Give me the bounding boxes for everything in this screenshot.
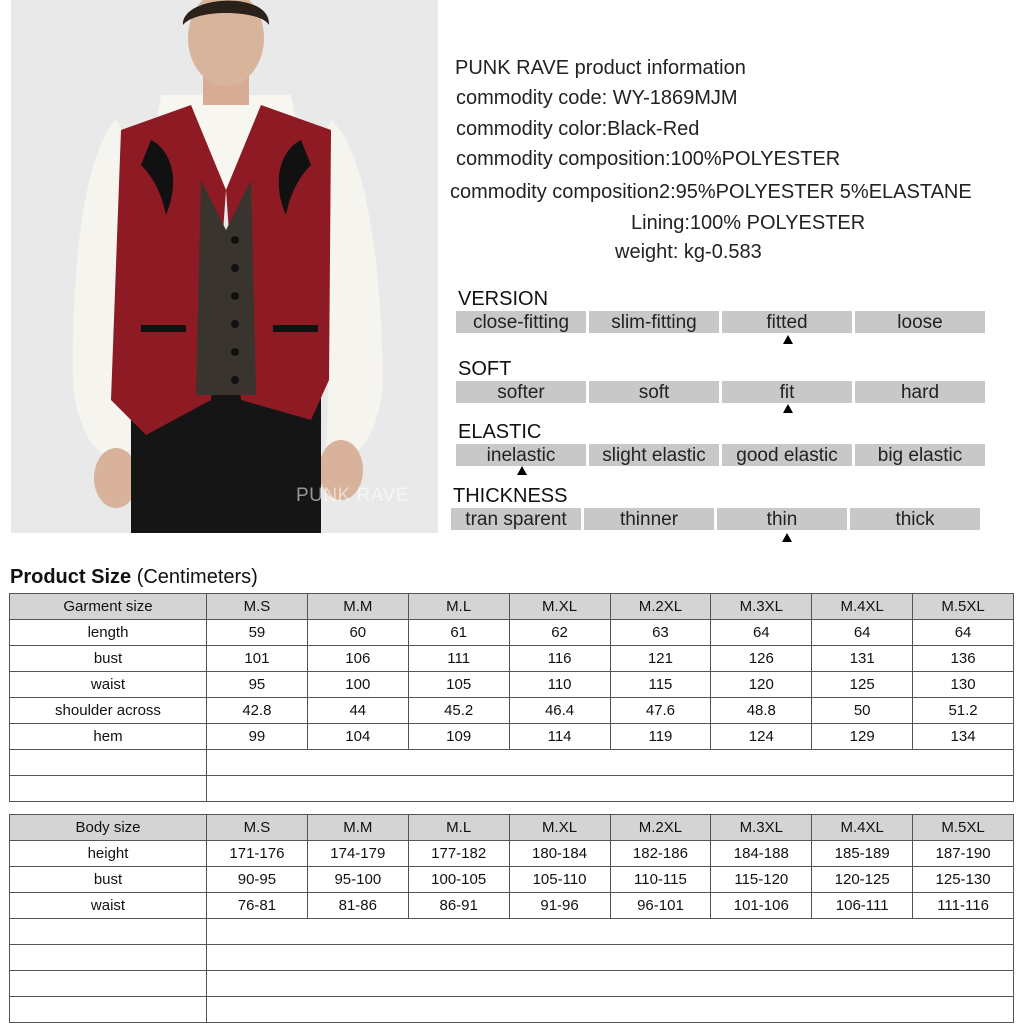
scale-version bbox=[456, 311, 986, 335]
empty-row bbox=[10, 919, 1014, 945]
table-row bbox=[10, 672, 1014, 698]
scale-version-option: slim-fitting bbox=[589, 311, 719, 333]
scale-soft-option: fit bbox=[722, 381, 852, 403]
table-cell: 99 bbox=[207, 724, 308, 750]
row-label: bust bbox=[10, 646, 207, 672]
info-commodity-color: commodity color:Black-Red bbox=[456, 118, 700, 140]
empty-cell bbox=[10, 971, 207, 997]
table-cell: 125 bbox=[812, 672, 913, 698]
empty-row bbox=[10, 750, 1014, 776]
table-cell: 90-95 bbox=[207, 867, 308, 893]
body-size-table bbox=[9, 814, 1014, 1023]
scale-soft bbox=[456, 381, 986, 405]
table-cell: 136 bbox=[913, 646, 1014, 672]
table-row bbox=[10, 724, 1014, 750]
table-cell: 96-101 bbox=[610, 893, 711, 919]
header-cell: M.M bbox=[307, 594, 408, 620]
table-cell: 46.4 bbox=[509, 698, 610, 724]
table-cell: 111 bbox=[408, 646, 509, 672]
table-cell: 104 bbox=[307, 724, 408, 750]
scale-elastic-option: good elastic bbox=[722, 444, 852, 466]
empty-cell bbox=[207, 919, 1014, 945]
scale-elastic-option: slight elastic bbox=[589, 444, 719, 466]
product-photo bbox=[11, 0, 438, 533]
scale-version-option: close-fitting bbox=[456, 311, 586, 333]
table-cell: 125-130 bbox=[913, 867, 1014, 893]
scale-thickness-marker-icon bbox=[782, 533, 792, 542]
empty-cell bbox=[10, 776, 207, 802]
scale-thickness-option: tran sparent bbox=[451, 508, 581, 530]
table-cell: 45.2 bbox=[408, 698, 509, 724]
row-label: shoulder across bbox=[10, 698, 207, 724]
table-cell: 110 bbox=[509, 672, 610, 698]
table-cell: 101-106 bbox=[711, 893, 812, 919]
table-cell: 44 bbox=[307, 698, 408, 724]
table-cell: 185-189 bbox=[812, 841, 913, 867]
empty-cell bbox=[10, 919, 207, 945]
table-cell: 100 bbox=[307, 672, 408, 698]
row-label: waist bbox=[10, 672, 207, 698]
header-cell: M.S bbox=[207, 594, 308, 620]
garment-size-table bbox=[9, 593, 1014, 802]
table-cell: 187-190 bbox=[913, 841, 1014, 867]
table-cell: 59 bbox=[207, 620, 308, 646]
table-row bbox=[10, 698, 1014, 724]
table-cell: 61 bbox=[408, 620, 509, 646]
size-table-unit: (Centimeters) bbox=[136, 566, 258, 588]
empty-cell bbox=[10, 997, 207, 1023]
table-cell: 109 bbox=[408, 724, 509, 750]
table-cell: 47.6 bbox=[610, 698, 711, 724]
scale-version-option: fitted bbox=[722, 311, 852, 333]
table-cell: 95 bbox=[207, 672, 308, 698]
table-cell: 95-100 bbox=[307, 867, 408, 893]
info-heading: PUNK RAVE product information bbox=[455, 57, 746, 79]
scale-thickness-option: thinner bbox=[584, 508, 714, 530]
empty-cell bbox=[207, 750, 1014, 776]
table-cell: 76-81 bbox=[207, 893, 308, 919]
table-cell: 134 bbox=[913, 724, 1014, 750]
header-cell: M.5XL bbox=[913, 594, 1014, 620]
info-lining: Lining:100% POLYESTER bbox=[631, 212, 866, 234]
table-cell: 130 bbox=[913, 672, 1014, 698]
info-commodity-code: commodity code: WY-1869MJM bbox=[456, 87, 738, 109]
table-cell: 63 bbox=[610, 620, 711, 646]
table-cell: 180-184 bbox=[509, 841, 610, 867]
scale-version-marker-icon bbox=[783, 335, 793, 344]
size-table-title: Product Size bbox=[10, 566, 132, 588]
table-cell: 64 bbox=[812, 620, 913, 646]
empty-cell bbox=[207, 776, 1014, 802]
scale-elastic-option: big elastic bbox=[855, 444, 985, 466]
header-cell: M.L bbox=[408, 815, 509, 841]
header-cell: M.S bbox=[207, 815, 308, 841]
header-cell: Garment size bbox=[10, 594, 207, 620]
header-cell: M.L bbox=[408, 594, 509, 620]
table-cell: 62 bbox=[509, 620, 610, 646]
table-header-row bbox=[10, 815, 1014, 841]
table-cell: 105-110 bbox=[509, 867, 610, 893]
scale-title-elastic: ELASTIC bbox=[458, 421, 542, 443]
header-cell: M.3XL bbox=[711, 594, 812, 620]
table-cell: 111-116 bbox=[913, 893, 1014, 919]
table-cell: 174-179 bbox=[307, 841, 408, 867]
table-cell: 101 bbox=[207, 646, 308, 672]
row-label: bust bbox=[10, 867, 207, 893]
row-label: hem bbox=[10, 724, 207, 750]
table-cell: 105 bbox=[408, 672, 509, 698]
scale-elastic-marker-icon bbox=[517, 466, 527, 475]
scale-elastic-option: inelastic bbox=[456, 444, 586, 466]
row-label: length bbox=[10, 620, 207, 646]
table-cell: 120-125 bbox=[812, 867, 913, 893]
scale-soft-option: hard bbox=[855, 381, 985, 403]
table-cell: 64 bbox=[711, 620, 812, 646]
header-cell: Body size bbox=[10, 815, 207, 841]
table-cell: 115 bbox=[610, 672, 711, 698]
info-weight: weight: kg-0.583 bbox=[615, 241, 762, 263]
scale-soft-marker-icon bbox=[783, 404, 793, 413]
table-cell: 116 bbox=[509, 646, 610, 672]
header-cell: M.M bbox=[307, 815, 408, 841]
table-cell: 115-120 bbox=[711, 867, 812, 893]
scale-title-soft: SOFT bbox=[458, 358, 512, 380]
header-cell: M.2XL bbox=[610, 594, 711, 620]
table-cell: 129 bbox=[812, 724, 913, 750]
header-cell: M.4XL bbox=[812, 815, 913, 841]
table-cell: 51.2 bbox=[913, 698, 1014, 724]
empty-cell bbox=[207, 997, 1014, 1023]
table-cell: 110-115 bbox=[610, 867, 711, 893]
table-row bbox=[10, 620, 1014, 646]
scale-soft-option: soft bbox=[589, 381, 719, 403]
scale-thickness bbox=[451, 508, 981, 532]
scale-thickness-option: thick bbox=[850, 508, 980, 530]
empty-row bbox=[10, 997, 1014, 1023]
header-cell: M.4XL bbox=[812, 594, 913, 620]
table-cell: 91-96 bbox=[509, 893, 610, 919]
table-cell: 48.8 bbox=[711, 698, 812, 724]
scale-version-option: loose bbox=[855, 311, 985, 333]
table-cell: 106 bbox=[307, 646, 408, 672]
table-cell: 60 bbox=[307, 620, 408, 646]
empty-cell bbox=[10, 945, 207, 971]
empty-row bbox=[10, 776, 1014, 802]
table-cell: 131 bbox=[812, 646, 913, 672]
empty-cell bbox=[207, 945, 1014, 971]
table-cell: 42.8 bbox=[207, 698, 308, 724]
table-cell: 182-186 bbox=[610, 841, 711, 867]
table-cell: 86-91 bbox=[408, 893, 509, 919]
scale-title-version: VERSION bbox=[458, 288, 549, 310]
table-cell: 177-182 bbox=[408, 841, 509, 867]
table-cell: 119 bbox=[610, 724, 711, 750]
scale-soft-option: softer bbox=[456, 381, 586, 403]
table-row bbox=[10, 841, 1014, 867]
header-cell: M.XL bbox=[509, 594, 610, 620]
empty-row bbox=[10, 945, 1014, 971]
table-row bbox=[10, 646, 1014, 672]
table-cell: 106-111 bbox=[812, 893, 913, 919]
header-cell: M.XL bbox=[509, 815, 610, 841]
info-commodity-composition: commodity composition:100%POLYESTER bbox=[456, 148, 841, 170]
scale-title-thickness: THICKNESS bbox=[453, 485, 568, 507]
size-table-heading bbox=[10, 566, 258, 589]
info-commodity-composition2: commodity composition2:95%POLYESTER 5%ELASTANE bbox=[450, 181, 972, 203]
table-cell: 121 bbox=[610, 646, 711, 672]
header-cell: M.3XL bbox=[711, 815, 812, 841]
table-row bbox=[10, 867, 1014, 893]
table-cell: 81-86 bbox=[307, 893, 408, 919]
scale-thickness-option: thin bbox=[717, 508, 847, 530]
table-cell: 50 bbox=[812, 698, 913, 724]
table-cell: 126 bbox=[711, 646, 812, 672]
table-cell: 171-176 bbox=[207, 841, 308, 867]
table-cell: 64 bbox=[913, 620, 1014, 646]
empty-row bbox=[10, 971, 1014, 997]
table-row bbox=[10, 893, 1014, 919]
row-label: height bbox=[10, 841, 207, 867]
row-label: waist bbox=[10, 893, 207, 919]
table-cell: 184-188 bbox=[711, 841, 812, 867]
table-cell: 124 bbox=[711, 724, 812, 750]
scale-elastic bbox=[456, 444, 986, 468]
table-cell: 120 bbox=[711, 672, 812, 698]
header-cell: M.2XL bbox=[610, 815, 711, 841]
table-cell: 114 bbox=[509, 724, 610, 750]
table-cell: 100-105 bbox=[408, 867, 509, 893]
empty-cell bbox=[207, 971, 1014, 997]
empty-cell bbox=[10, 750, 207, 776]
table-header-row bbox=[10, 594, 1014, 620]
header-cell: M.5XL bbox=[913, 815, 1014, 841]
photo-watermark: PUNK RAVE bbox=[296, 485, 409, 506]
